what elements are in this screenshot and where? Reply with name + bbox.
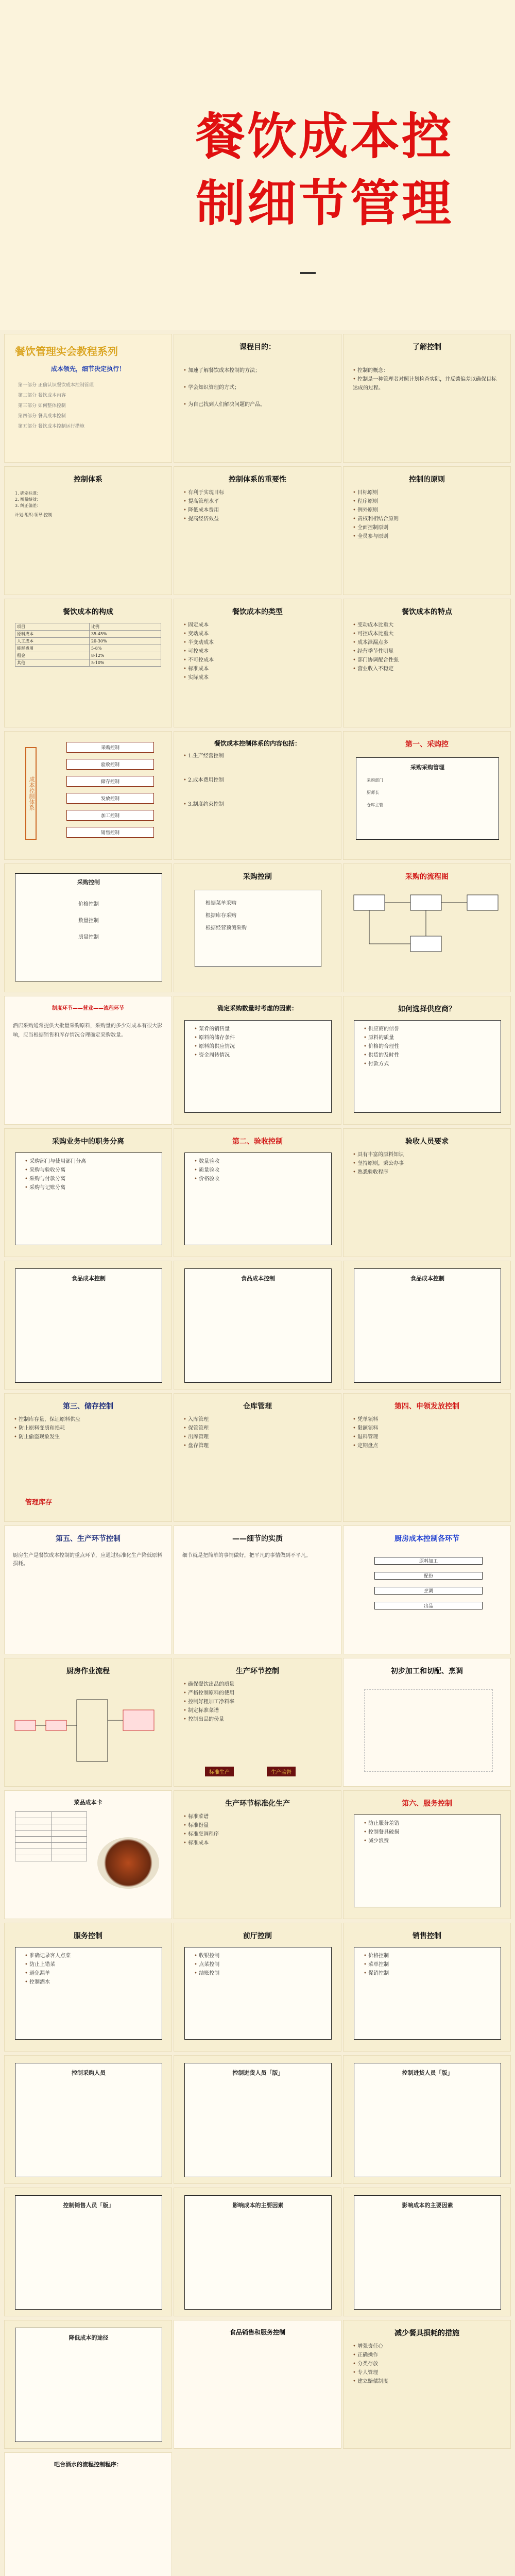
list-item: • 标准菜谱 — [183, 1812, 332, 1821]
slide-title: 吧台酒水的流程控制程序： — [54, 2461, 122, 2468]
slide-prep-cook — [343, 1658, 511, 1787]
list-item: • 数量验收 — [194, 1157, 322, 1166]
flow-box: 销售控制 — [66, 827, 154, 838]
prep-diagram — [364, 1689, 493, 1772]
slide-cost-control-system — [4, 731, 172, 860]
list-item: • 盘存管理 — [183, 1442, 332, 1450]
slide-production-link — [174, 1658, 341, 1787]
list-item: • 收银控制 — [194, 1952, 322, 1960]
list-item: • 采购部门与使用部门分离 — [25, 1157, 152, 1166]
slide-title: 生产环节控制 — [236, 1667, 279, 1675]
slide-purchase-factors — [174, 996, 341, 1125]
slide-control-principles — [343, 466, 511, 595]
box-title: 控制采购人员 — [72, 2070, 106, 2076]
control-item: • 控制的概念： — [353, 366, 501, 375]
tag: 生产监督 — [267, 1767, 296, 1776]
paragraph: 细节就是把简单的事情做好，把平凡的事情做到不平凡。 — [182, 1553, 311, 1558]
slide-title: 第五、生产环节控制 — [56, 1535, 121, 1543]
list-item: • 控制库存量，保证原料供应 — [14, 1415, 162, 1424]
intro-item: 第三部分 如何整体控制 — [18, 403, 66, 409]
slide-title: 餐饮成本控制体系的内容包括： — [214, 740, 301, 747]
slide-service — [4, 1923, 172, 2052]
cost-card-table — [15, 1811, 87, 1861]
list-item: • 建立赔偿制度 — [353, 2377, 501, 2386]
front-box — [184, 1947, 332, 2040]
intro-item: 第二部分 餐饮成本内容 — [18, 393, 66, 398]
slide-cost-factors-2 — [343, 2188, 511, 2316]
list-item: • 价格验收 — [194, 1175, 322, 1183]
table-header: 项目 — [15, 623, 90, 631]
list-item: • 菜肴的销售量 — [194, 1025, 322, 1033]
box-title: 采购控制 — [77, 879, 100, 886]
list-item: • 1.生产经营控制 — [183, 752, 332, 760]
list-item: • 坚持原则，秉公办事 — [353, 1159, 501, 1168]
slide-storage-control — [4, 1393, 172, 1522]
list-item: • 固定成本 — [183, 621, 332, 630]
table-cell: 其他 — [15, 659, 90, 667]
slide-control-system — [4, 466, 172, 595]
kitchen-flow-diagram — [5, 1679, 172, 1782]
slide-title: 第四、申领发放控制 — [394, 1402, 459, 1411]
list-item: • 结账控制 — [194, 1969, 322, 1978]
list-item: • 全面控制原则 — [353, 523, 501, 532]
slide-kitchen-links — [343, 1526, 511, 1654]
list-item: • 准确记录客人点菜 — [25, 1952, 152, 1960]
slide-title: 第二、验收控制 — [232, 1138, 283, 1146]
slide-title: 餐饮成本的构成 — [63, 608, 113, 616]
list-item: • 增强责任心 — [353, 2342, 501, 2351]
slide-title: 食品销售和服务控制 — [229, 2329, 285, 2336]
slide-front-control — [174, 1923, 341, 2052]
list-item: • 避免漏单 — [25, 1969, 152, 1978]
list-item: • 采购与记账分离 — [25, 1183, 152, 1192]
cover-title — [196, 103, 484, 237]
list-item: • 标准份量 — [183, 1821, 332, 1830]
list-item: • 出库管理 — [183, 1433, 332, 1442]
content-box — [15, 2195, 162, 2310]
list-item: • 价格控制 — [364, 1952, 491, 1960]
intro-series-title: 餐饮管理实会教程系列 — [15, 345, 118, 358]
list-item: 根据经营预测采购 — [205, 925, 247, 931]
flow-box: 验收控制 — [66, 759, 154, 770]
slide-cost-features — [343, 599, 511, 727]
list-item: 根据库存采购 — [205, 913, 236, 919]
slide-title: 餐饮成本的类型 — [232, 608, 283, 616]
list-item: • 供应商的信誉 — [364, 1025, 491, 1033]
slide-reduce-cost — [4, 2320, 172, 2449]
slide-title: 控制体系 — [74, 476, 102, 484]
supplier-box — [354, 1020, 501, 1113]
list-item: • 提高经济效益 — [183, 515, 332, 523]
list-item: • 营业收入不稳定 — [353, 665, 501, 673]
list-item: • 防止偷盗现象发生 — [14, 1433, 162, 1442]
purpose-item: • 加速了解餐饮成本控制的方法； — [183, 366, 332, 375]
table-cell: 35-45% — [89, 631, 161, 638]
slide-title: 控制体系的重要性 — [229, 476, 286, 484]
slide-title: 确定采购数量时考虑的因素： — [217, 1005, 298, 1012]
list-item: 2. 衡量绩效： — [15, 497, 41, 502]
food-cost-box — [15, 1268, 162, 1383]
box-title: 影响成本的主要因素 — [232, 2202, 284, 2209]
list-item: • 促销控制 — [364, 1969, 491, 1978]
procurement-box — [15, 873, 162, 981]
control-item: • 控制是一种管理者对照计划检查实际，并反馈偏差以确保目标达成的过程。 — [353, 375, 501, 393]
list-item: • 半变动成本 — [183, 638, 332, 647]
slide-course-purpose — [174, 334, 341, 463]
list-item: • 专人管理 — [353, 2368, 501, 2377]
flow-box: 出品 — [374, 1602, 483, 1609]
list-item: • 不可控成本 — [183, 656, 332, 665]
slide-title: 验收人员要求 — [405, 1138, 449, 1146]
table-cell: 8-12% — [89, 652, 161, 659]
list-item: • 控制好粗加工净料率 — [183, 1698, 332, 1706]
slide-procurement-2 — [174, 863, 341, 992]
box-title: 控制销售人员「版」 — [63, 2202, 114, 2209]
sales-box — [354, 1947, 501, 2040]
slide-control-importance — [174, 466, 341, 595]
slide-title: 了解控制 — [413, 343, 441, 351]
flow-box: 配份 — [374, 1572, 483, 1580]
slide-title: 餐饮成本的特点 — [402, 608, 452, 616]
list-item: • 菜单控制 — [364, 1960, 491, 1969]
table-row — [15, 659, 161, 667]
box-title: 影响成本的主要因素 — [402, 2202, 453, 2209]
slide-control-receivers-1 — [174, 2055, 341, 2184]
slide-title: 制度环节——营业——流程环节 — [52, 1006, 124, 1011]
flow-box: 原料加工 — [374, 1557, 483, 1565]
flow-diagram — [344, 885, 511, 988]
list-item: • 标准成本 — [183, 1839, 332, 1848]
list-item: • 资金周转情况 — [194, 1051, 322, 1060]
list-item: 3. 纠正偏差： — [15, 503, 41, 508]
factors-box — [184, 1020, 332, 1113]
slide-food-sales-service — [174, 2320, 341, 2449]
slide-title: 如何选择供应商？ — [398, 1005, 456, 1013]
list-item: • 入库管理 — [183, 1415, 332, 1424]
list-item: • 责权利相结合原则 — [353, 515, 501, 523]
list-item: • 原料的供应情况 — [194, 1042, 322, 1051]
list-item: 计划-组织-领导-控制 — [15, 513, 53, 517]
slide-system-flow — [4, 996, 172, 1125]
list-item: 1. 确定标准： — [15, 491, 41, 496]
intro-item: 第一部分 正确认识餐饮成本控制管理 — [18, 383, 94, 388]
table-cell: 20-30% — [89, 638, 161, 645]
table-row — [15, 638, 161, 645]
slide-cost-system-content — [174, 731, 341, 860]
slide-kitchen-flow — [4, 1658, 172, 1787]
slide-title: 采购业务中的职务分离 — [52, 1138, 124, 1146]
table-cell: 能耗费用 — [15, 645, 90, 652]
list-item: • 正确操作 — [353, 2351, 501, 2360]
tag: 标准生产 — [205, 1767, 234, 1776]
list-item: 厨师长 — [367, 790, 379, 795]
slide-production-control — [4, 1526, 172, 1654]
list-item: • 定期盘点 — [353, 1442, 501, 1450]
box-title: 降低成本的途径 — [68, 2334, 109, 2341]
slide-cost-factors-1 — [174, 2188, 341, 2316]
list-item: • 确保餐饮出品的质量 — [183, 1680, 332, 1689]
paragraph: 厨房生产是餐饮成本控制的重点环节，应通过标准化生产降低原料损耗。 — [13, 1553, 162, 1567]
list-item: • 控制餐具破损 — [364, 1828, 491, 1837]
slide-title: 采购控制 — [243, 873, 272, 881]
slide-supplier-choice — [343, 996, 511, 1125]
list-item: • 原料的质量 — [364, 1033, 491, 1042]
cover-slide — [0, 0, 515, 330]
slide-standardization — [174, 1790, 341, 1919]
list-item: 价格控制 — [78, 902, 99, 907]
slide-duty-separation — [4, 1128, 172, 1257]
list-item: • 防止上错菜 — [25, 1960, 152, 1969]
table-cell: 5-8% — [89, 645, 161, 652]
table-cell: 人工成本 — [15, 638, 90, 645]
list-item: • 实际成本 — [183, 673, 332, 682]
slide-sales-control — [343, 1923, 511, 2052]
slide-title: 厨房作业流程 — [66, 1667, 110, 1675]
list-item: • 采购与付款分离 — [25, 1175, 152, 1183]
list-item: 根据菜单采购 — [205, 901, 236, 906]
slide-purchase-control — [343, 731, 511, 860]
list-item: • 保管管理 — [183, 1424, 332, 1433]
slide-food-cost-2 — [174, 1261, 341, 1389]
purpose-item: • 为自己找到人们解决问题的产品。 — [183, 400, 332, 409]
list-item: • 控制酒水 — [25, 1978, 152, 1987]
slide-title: ——细节的实质 — [232, 1535, 283, 1543]
slide-title: 第六、服务控制 — [402, 1800, 452, 1808]
list-item: • 变动成本比重大 — [353, 621, 501, 630]
box-title: 食品成本控制 — [410, 1275, 444, 1282]
table-row — [15, 652, 161, 659]
list-item: • 控制出品的份量 — [183, 1715, 332, 1724]
purchase-box — [356, 757, 499, 840]
slide-title: 第三、储存控制 — [63, 1402, 113, 1411]
list-item: • 凭单领料 — [353, 1415, 501, 1424]
slide-intro — [4, 334, 172, 463]
separation-box — [15, 1153, 162, 1245]
paragraph: 酒店采购通常提供大批量采购原料，采购量的多少对成本有很大影响，应当根据销售和库存情况合理确定采购数量。 — [13, 1023, 162, 1038]
slide-reduce-tableware-loss — [343, 2320, 511, 2449]
flow-box: 烹调 — [374, 1587, 483, 1595]
list-item: 数量控制 — [78, 918, 99, 924]
list-item: • 标准烹调程序 — [183, 1830, 332, 1839]
slide-receiving-control — [174, 1128, 341, 1257]
list-item: • 制定标准菜谱 — [183, 1706, 332, 1715]
list-item: • 全员参与原则 — [353, 532, 501, 541]
flow-box: 储存控制 — [66, 776, 154, 787]
slide-title: 厨房成本控制各环节 — [394, 1535, 459, 1543]
box-title: 控制进货人员「版」 — [232, 2070, 284, 2076]
slide-bar-procedure — [4, 2452, 172, 2576]
list-item: 仓库主管 — [367, 803, 383, 807]
slide-understand-control — [343, 334, 511, 463]
list-item: • 防止原料变质和损耗 — [14, 1424, 162, 1433]
slide-dish-cost-card — [4, 1790, 172, 1919]
cover-divider — [300, 272, 316, 274]
slide-issuing-control — [343, 1393, 511, 1522]
content-box — [354, 2195, 501, 2310]
list-item: • 严格控制原料的使用 — [183, 1689, 332, 1698]
slide-detail-essence — [174, 1526, 341, 1654]
slide-control-sellers — [4, 2188, 172, 2316]
flow-box: 采购控制 — [66, 742, 154, 753]
table-row — [15, 645, 161, 652]
slide-title: 销售控制 — [413, 1932, 441, 1940]
slide-title: 减少餐具损耗的措施 — [394, 2329, 459, 2337]
slide-title: 采购的流程图 — [405, 873, 449, 881]
list-item: • 2.成本费用控制 — [183, 776, 332, 785]
box-title: 食品成本控制 — [72, 1275, 106, 1282]
list-item: 采购部门 — [367, 778, 383, 783]
cover-title-line1: 餐饮成本控 — [196, 108, 453, 165]
list-item: • 变动成本 — [183, 630, 332, 638]
content-box — [354, 2063, 501, 2177]
slide-cost-composition — [4, 599, 172, 727]
flow-box: 加工控制 — [66, 810, 154, 821]
slide-control-buyers — [4, 2055, 172, 2184]
slide-title: 控制的原则 — [409, 476, 445, 484]
table-cell: 5-10% — [89, 659, 161, 667]
service-box — [15, 1947, 162, 2040]
slide-receiver-requirements — [343, 1128, 511, 1257]
slide-title: 课程目的： — [239, 343, 276, 351]
slide-title: 生产环节标准化生产 — [225, 1800, 290, 1808]
table-header: 比例 — [89, 623, 161, 631]
list-item: • 付款方式 — [364, 1060, 491, 1069]
list-item: • 程序原则 — [353, 497, 501, 506]
list-item: • 降低成本费用 — [183, 506, 332, 515]
list-item: • 部门协调配合性强 — [353, 656, 501, 665]
box-title: 食品成本控制 — [241, 1275, 275, 1282]
intro-item: 第五部分 餐饮成本控制运行措施 — [18, 424, 84, 429]
list-item: • 采购与验收分离 — [25, 1166, 152, 1175]
receiving-box — [184, 1153, 332, 1245]
slide-cost-types — [174, 599, 341, 727]
slide-warehouse — [174, 1393, 341, 1522]
list-item: • 例外原则 — [353, 506, 501, 515]
table-cell: 租金 — [15, 652, 90, 659]
service-box — [354, 1815, 501, 1907]
content-box — [15, 2063, 162, 2177]
table-cell: 原料成本 — [15, 631, 90, 638]
list-item: • 经营季节性明显 — [353, 647, 501, 656]
list-item: • 分类存放 — [353, 2360, 501, 2368]
list-item: • 标准成本 — [183, 665, 332, 673]
slide-procurement — [4, 863, 172, 992]
cover-title-line2: 制细节管理 — [196, 175, 453, 232]
slide-title: 第一、采购控 — [405, 740, 449, 749]
cost-table — [15, 623, 161, 667]
flow-box: 发放控制 — [66, 793, 154, 804]
list-item: • 防止服务差错 — [364, 1819, 491, 1828]
content-box — [15, 2328, 162, 2442]
slide-title: 服务控制 — [74, 1932, 102, 1940]
list-item: • 供货的及时性 — [364, 1051, 491, 1060]
content-box — [184, 2063, 332, 2177]
slide-title: 初步加工和切配、烹调 — [391, 1667, 463, 1675]
slide-title: 仓库管理 — [243, 1402, 272, 1411]
slide-title: 前厅控制 — [243, 1932, 272, 1940]
list-item: • 提高管理水平 — [183, 497, 332, 506]
slide-food-cost-3 — [343, 1261, 511, 1389]
list-item: • 减少浪费 — [364, 1837, 491, 1845]
slide-control-receivers-2 — [343, 2055, 511, 2184]
slide-title: 菜品成本卡 — [74, 1799, 102, 1806]
content-box — [184, 2195, 332, 2310]
food-cost-box — [184, 1268, 332, 1383]
box-title: 控制进货人员「版」 — [402, 2070, 453, 2076]
slide-food-cost-1 — [4, 1261, 172, 1389]
highlight-tag: 管理库存 — [25, 1499, 53, 1506]
list-item: • 点菜控制 — [194, 1960, 322, 1969]
procurement-box — [195, 890, 321, 967]
list-item: • 成本泄漏点多 — [353, 638, 501, 647]
intro-item: 第四部分 餐具成本控制 — [18, 414, 66, 419]
list-item: • 有利于实现目标 — [183, 488, 332, 497]
list-item: • 可控成本 — [183, 647, 332, 656]
list-item: • 价格的合理性 — [364, 1042, 491, 1051]
purpose-item: • 学会知识管理的方式； — [183, 383, 332, 392]
dish-photo — [97, 1837, 159, 1889]
food-cost-box — [354, 1268, 501, 1383]
list-item: • 退料管理 — [353, 1433, 501, 1442]
list-item: • 可控成本比重大 — [353, 630, 501, 638]
list-item: • 原料的储存条件 — [194, 1033, 322, 1042]
system-label: 成本控制体系 — [25, 747, 37, 840]
list-item: • 3.制度约束控制 — [183, 800, 332, 809]
intro-subtitle: 成本领先，细节决定执行！ — [50, 365, 125, 372]
list-item: • 具有丰富的原料知识 — [353, 1150, 501, 1159]
list-item: 质量控制 — [78, 935, 99, 940]
table-row — [15, 631, 161, 638]
list-item: • 质量验收 — [194, 1166, 322, 1175]
slide-service-control — [343, 1790, 511, 1919]
list-item: • 熟悉验收程序 — [353, 1168, 501, 1177]
slide-procurement-flow — [343, 863, 511, 992]
list-item: • 目标原则 — [353, 488, 501, 497]
box-title: 采购采购管理 — [410, 764, 444, 771]
list-item: • 限额领料 — [353, 1424, 501, 1433]
